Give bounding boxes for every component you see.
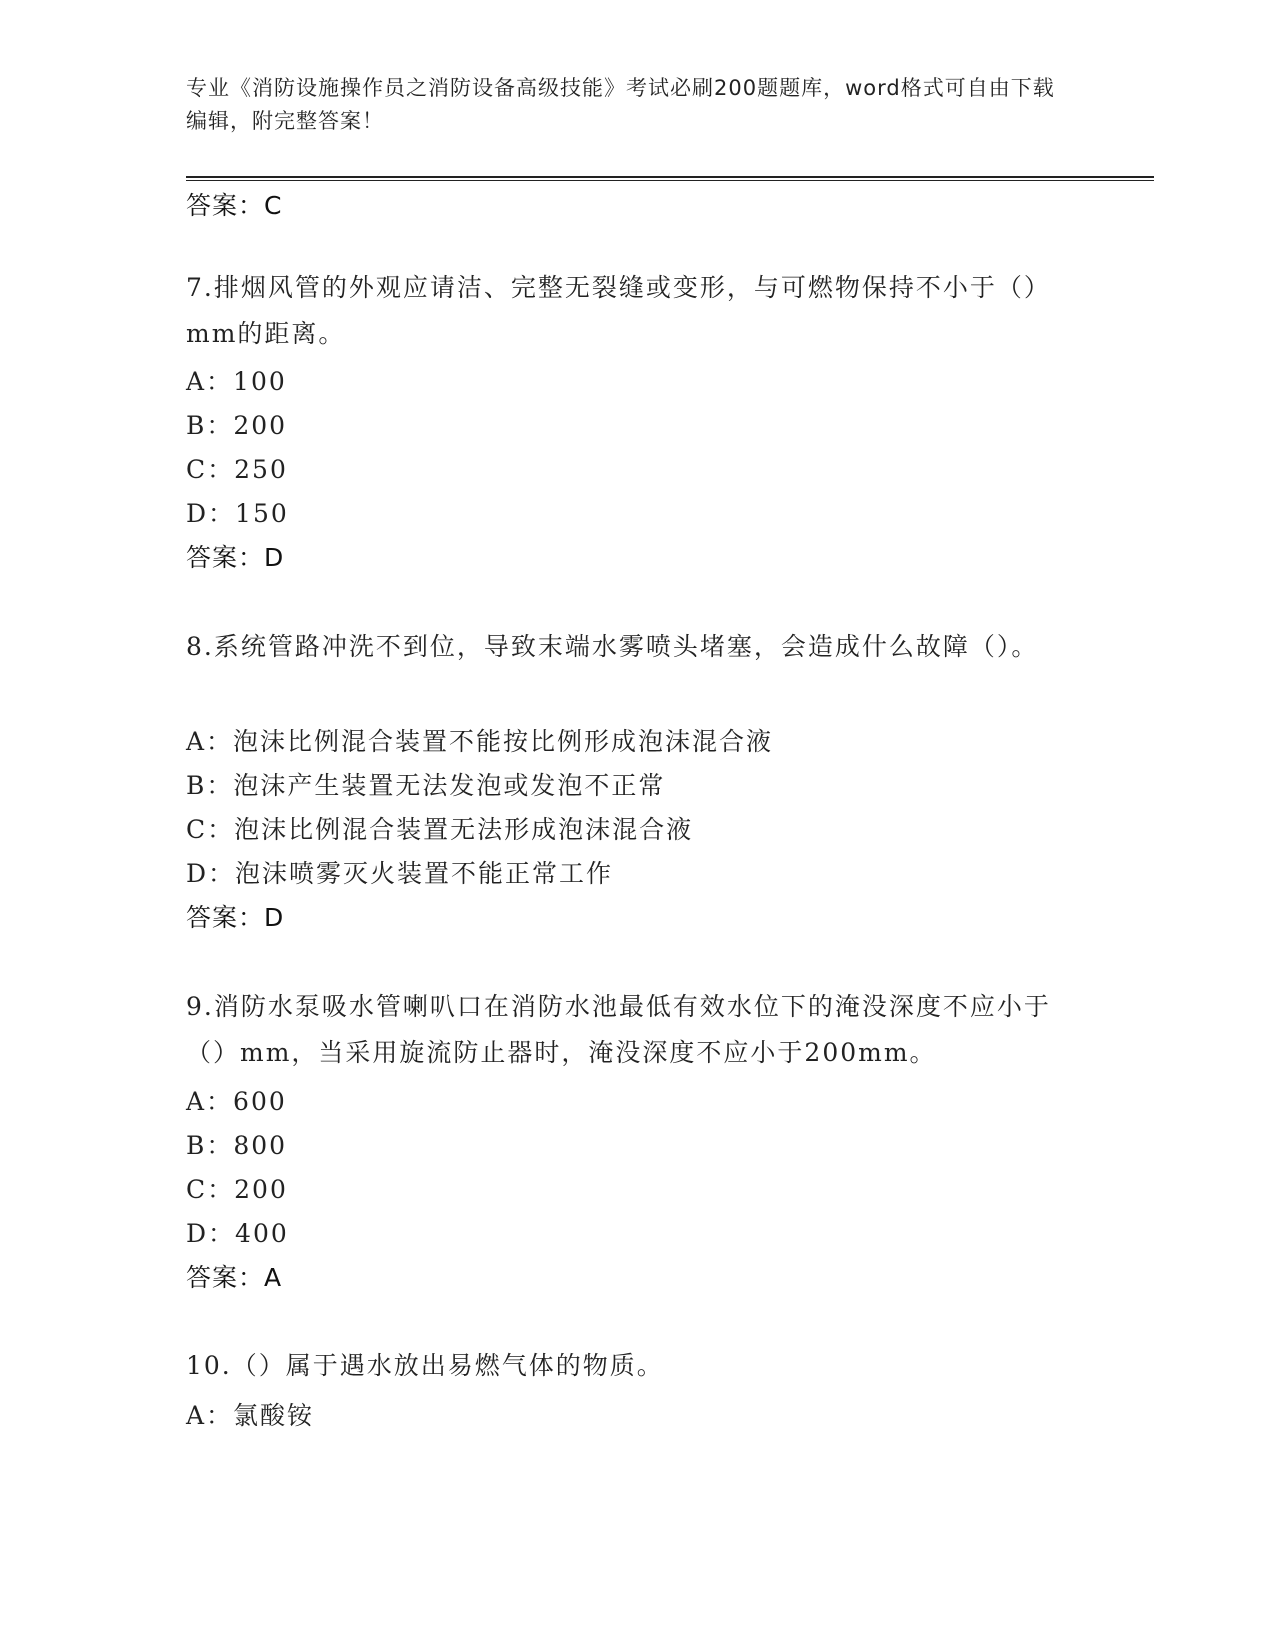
question-8-option-a: A：泡沫比例混合装置不能按比例形成泡沫混合液	[186, 727, 774, 756]
question-9-option-c: C：200	[186, 1175, 288, 1204]
question-9-answer: 答案：A	[186, 1263, 283, 1292]
question-8-answer: 答案：D	[186, 903, 285, 932]
question-9-option-b: B：800	[186, 1131, 288, 1160]
question-8-option-b: B：泡沫产生装置无法发泡或发泡不正常	[186, 771, 666, 800]
question-9-stem: 9.消防水泵吸水管喇叭口在消防水池最低有效水位下的淹没深度不应小于（）mm，当采用旋流防止器时，淹没深度不应小于200mm。	[186, 992, 1051, 1067]
question-9-option-d: D：400	[186, 1219, 289, 1248]
question-7-answer: 答案：D	[186, 543, 285, 572]
header-divider	[186, 176, 1154, 181]
question-9-option-a: A：600	[186, 1087, 287, 1116]
question-7-option-c: C：250	[186, 455, 288, 484]
question-8-option-c: C：泡沫比例混合装置无法形成泡沫混合液	[186, 815, 694, 844]
question-10-stem: 10.（）属于遇水放出易燃气体的物质。	[186, 1351, 664, 1380]
question-10-option-a: A：氯酸铵	[186, 1401, 315, 1430]
question-8-stem: 8.系统管路冲洗不到位，导致末端水雾喷头堵塞，会造成什么故障（）。	[186, 632, 1039, 661]
answer-previous: 答案：C	[186, 191, 283, 220]
question-7-option-b: B：200	[186, 411, 288, 440]
question-7-option-d: D：150	[186, 499, 289, 528]
page-header: 专业《消防设施操作员之消防设备高级技能》考试必刷200题题库，word格式可自由下载编辑，附完整答案！	[186, 76, 1055, 133]
question-8-option-d: D：泡沫喷雾灭火装置不能正常工作	[186, 859, 614, 888]
question-7-option-a: A：100	[186, 367, 287, 396]
question-7-stem: 7.排烟风管的外观应请洁、完整无裂缝或变形，与可燃物保持不小于（）mm的距离。	[186, 273, 1051, 348]
